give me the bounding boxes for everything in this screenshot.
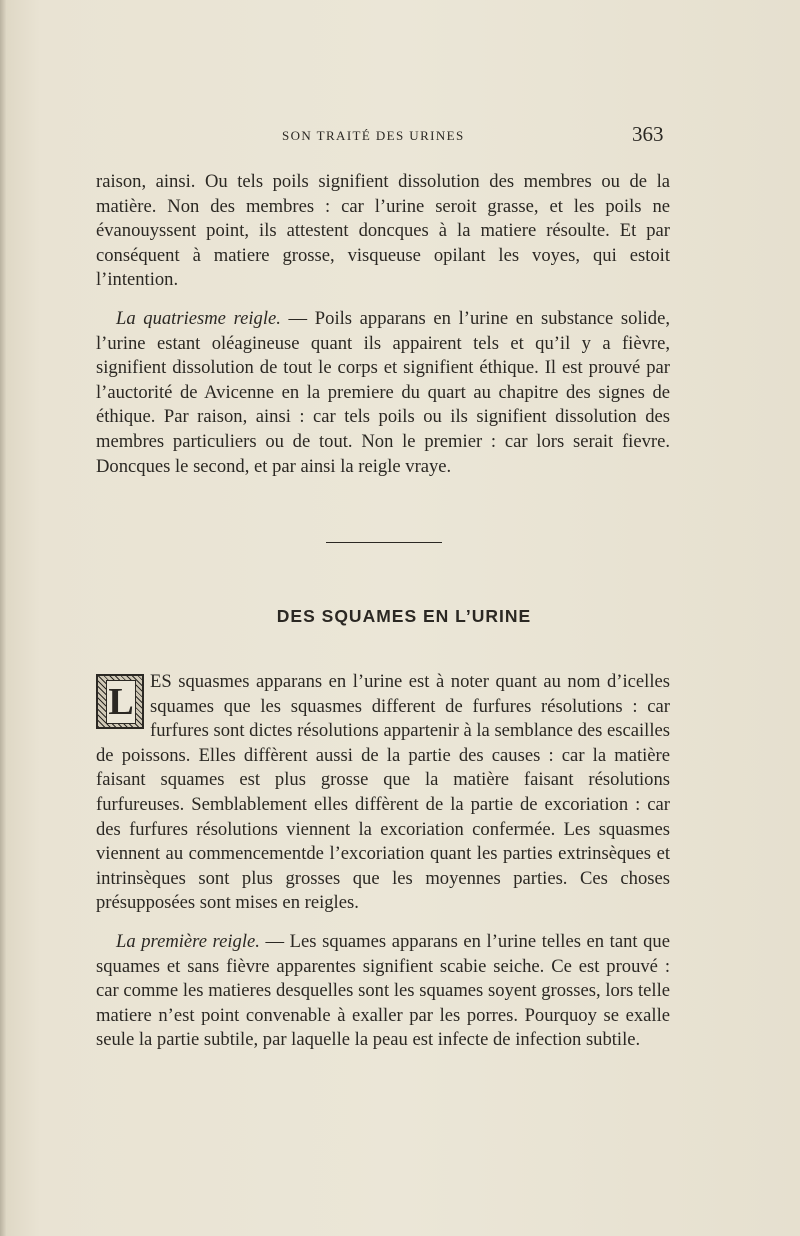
ornamental-dropcap bbox=[96, 674, 144, 729]
section-title bbox=[0, 606, 800, 627]
body-text-top bbox=[96, 170, 670, 479]
running-head: SON TRAITÉ DES URINES bbox=[282, 128, 465, 143]
paragraph-text: squasmes apparans en l’urine est à noter quant au nom d’icelles squames que les squasmes different de furfures résolutions : car furfures sont dictes résolutions appartenir à la semblance des escailles de poissons. Elles diffèrent aussi de la partie des causes : car la matière faisant squames est plus grosse que la matière faisant résolutions furfureuses. Semblablement elles diffèrent de la partie de excoriation : car des furfures résolutions viennent la excoriation confermée. Les squasmes viennent au commencementde l’excoriation quant les parties extrinsèques et intrinsèques sont plus grosses que les moyennes parties. Ces choses présupposées sont mises en reigles. bbox=[96, 671, 670, 914]
dropcap-continuation: ES bbox=[150, 671, 172, 692]
dropcap-letter: L bbox=[106, 680, 136, 724]
paragraph-squames-intro bbox=[96, 670, 670, 916]
paragraph-text: raison, ainsi. Ou tels poils signifient dissolution des membres ou de la matière. Non des membres : car l’urine seroit grasse, et les poils ne évanouyssent point, ils attestent doncques à la matiere résoulte. Et par conséquent à matiere grosse, visqueuse opilant les voyes, qui estoit l’intention. bbox=[96, 171, 670, 291]
paragraph-text: — Les squames apparans en l’urine telles en tant que squames et sans fièvre apparentes signifient scabie seiche. Ce est prouvé : car comme les matieres desquelles sont les squames soyent grosses, lors telle matiere n’est point convenable à exaller par les porres. Pourquoy se exalle seule la partie subtile, par laquelle la peau est infecte de infection subtile. bbox=[96, 930, 670, 1051]
section-title-text: DES SQUAMES EN L’URINE bbox=[276, 606, 532, 626]
paragraph-continuation bbox=[96, 170, 670, 293]
paragraph-premiere-reigle bbox=[96, 930, 670, 1053]
rule-heading: La première reigle. bbox=[116, 930, 260, 952]
paragraph-text: — Poils apparans en l’urine en substance solide, l’urine estant oléagineuse quant ils appairent tels et qu’il y a fièvre, signifient dissolution de tout le corps et signifient éthique. Il est prouvé par l’auctorité de Avicenne en la premiere du quart au chapitre des signes de éthique. Par raison, ainsi : car tels poils ou ils signifient dissolution des membres particuliers ou de tout. Non le premier : car lors serait fievre. Doncques le second, et par ainsi la reigle vraye. bbox=[96, 307, 670, 477]
paragraph-quatriesme-reigle bbox=[96, 307, 670, 479]
page-number: 363 bbox=[632, 122, 664, 146]
section-divider bbox=[326, 542, 442, 543]
rule-heading: La quatriesme reigle. bbox=[116, 307, 281, 329]
body-text-bottom bbox=[96, 670, 670, 1053]
